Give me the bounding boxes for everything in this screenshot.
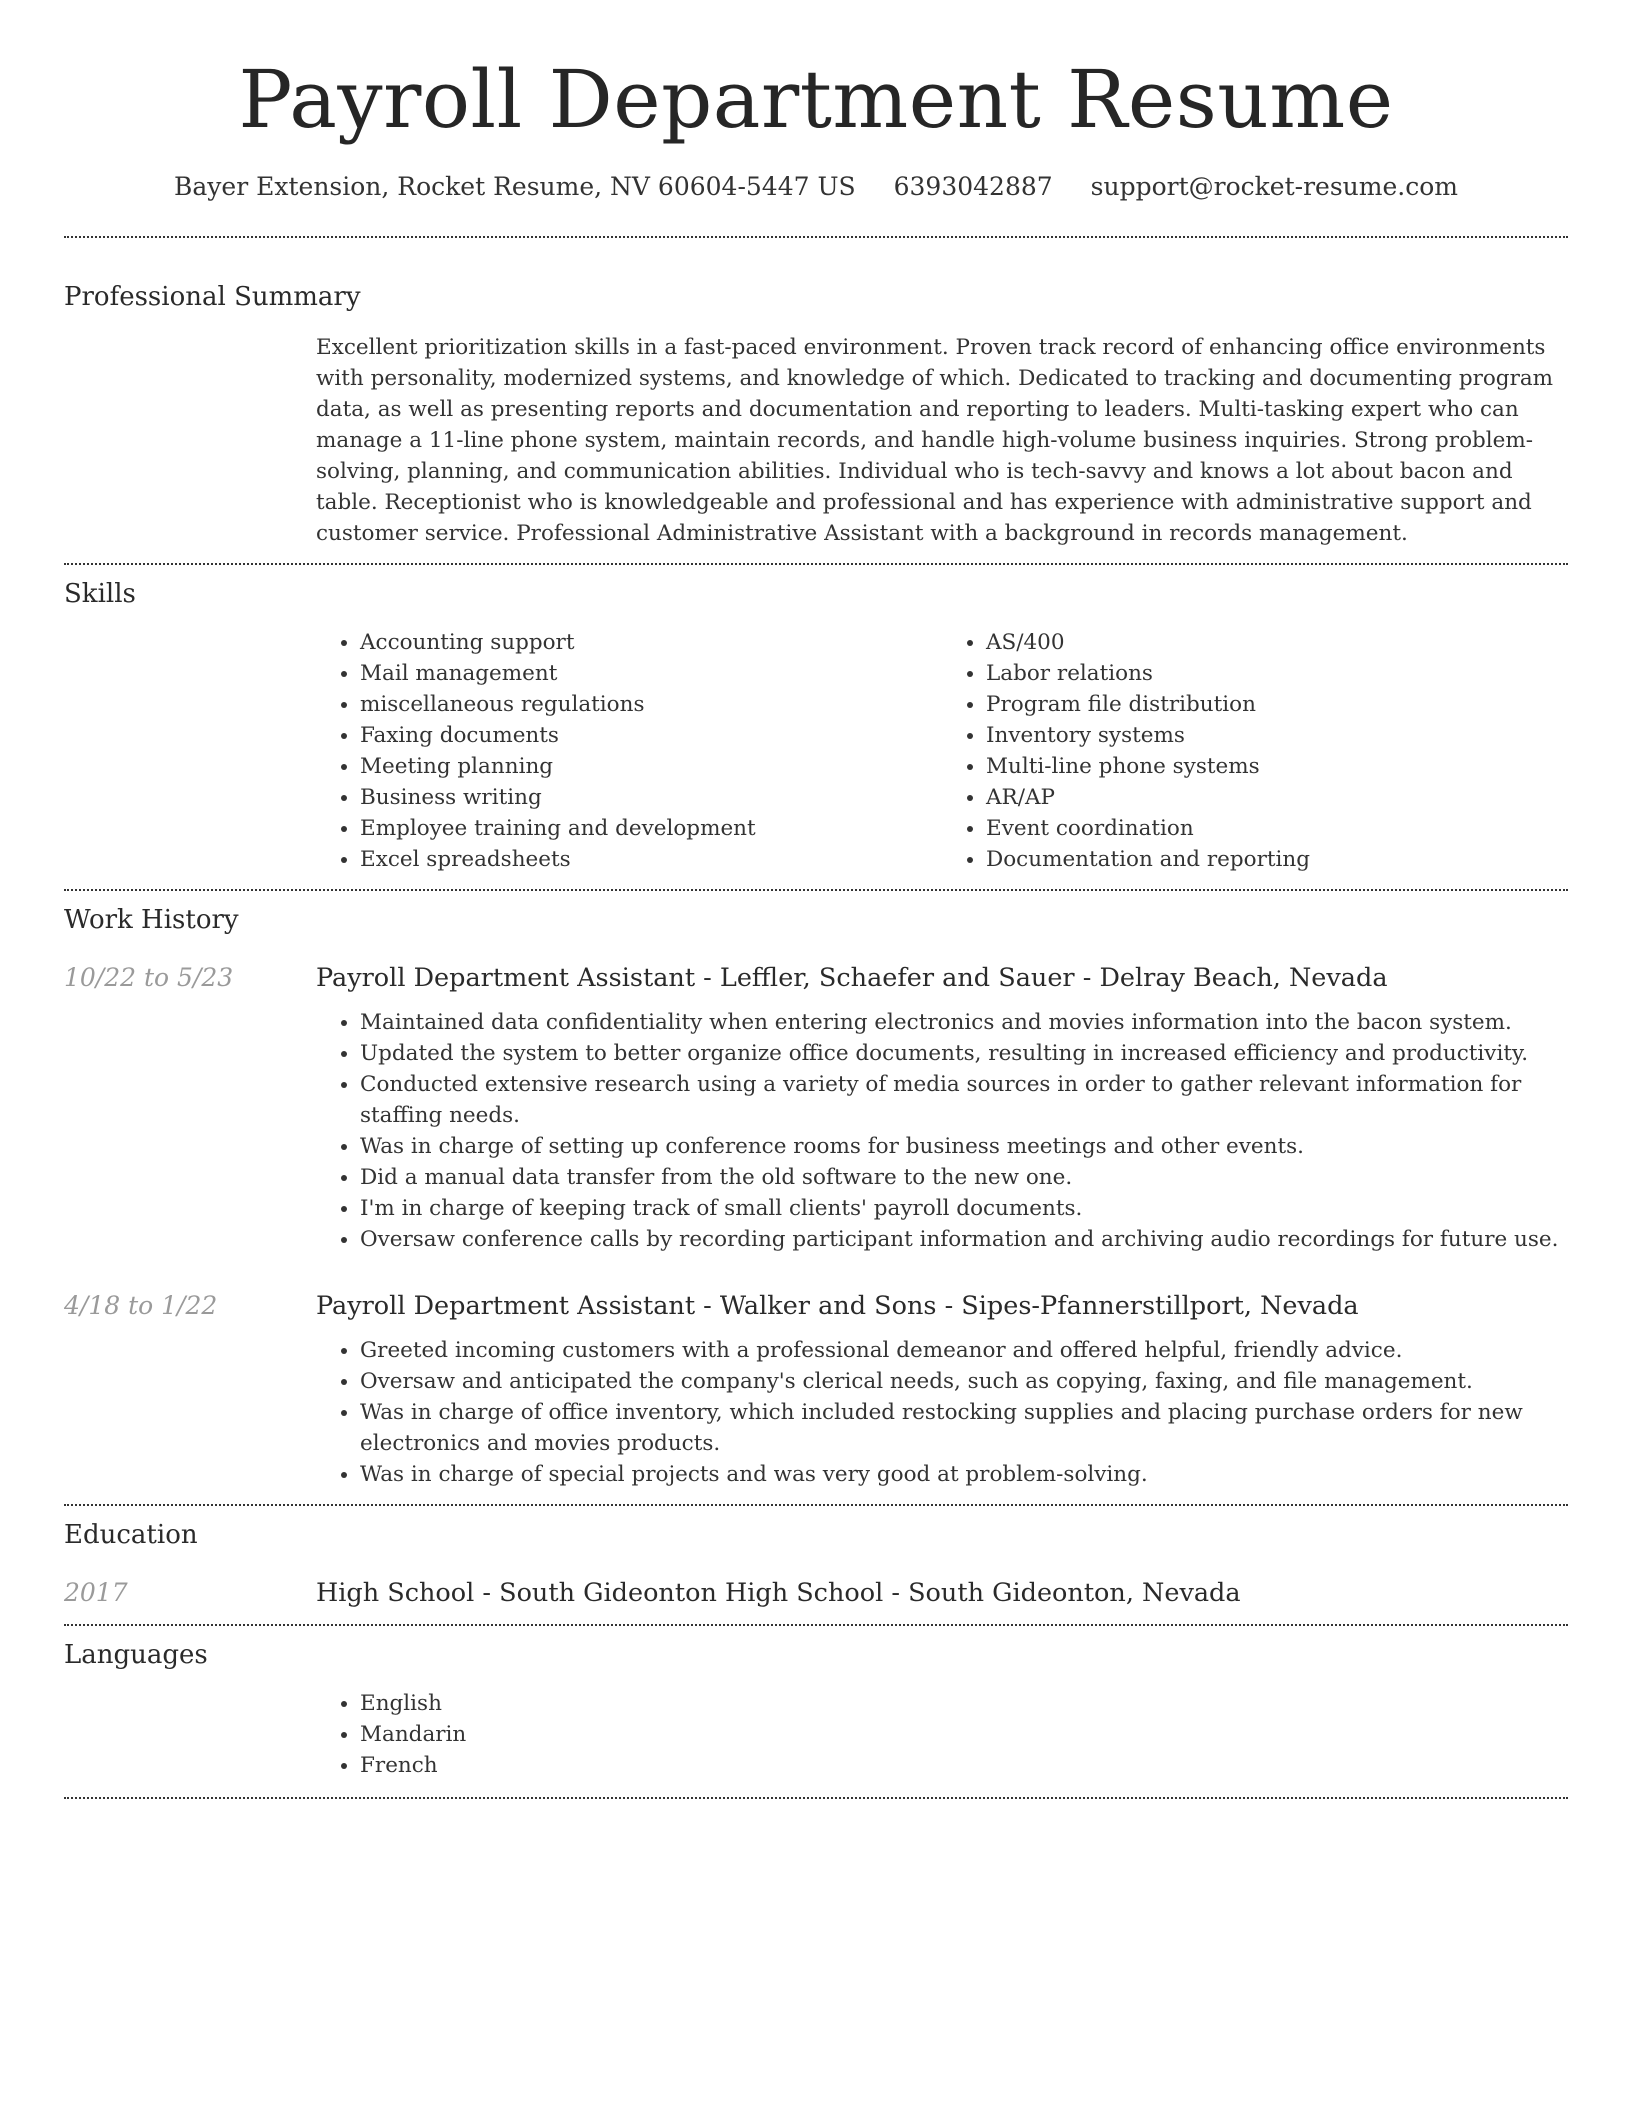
skill-item: • Inventory systems <box>986 720 1568 751</box>
skill-item: • Multi-line phone systems <box>986 751 1568 782</box>
contact-address: Bayer Extension, Rocket Resume, NV 60604-5447 US <box>174 172 856 201</box>
job-bullet: • Greeted incoming customers with a professional demeanor and offered helpful, friendly advice. <box>360 1335 1568 1366</box>
skill-item: • miscellaneous regulations <box>360 689 942 720</box>
languages-list <box>316 1688 1568 1781</box>
job-bullet: • Oversaw and anticipated the company's clerical needs, such as copying, faxing, and file management. <box>360 1366 1568 1397</box>
education-title: High School - South Gideonton High School - South Gideonton, Nevada <box>316 1578 1241 1608</box>
education-details <box>316 1576 1568 1610</box>
skill-item: • Employee training and development <box>360 813 942 844</box>
job-details <box>316 1289 1568 1490</box>
job-bullet: • Updated the system to better organize office documents, resulting in increased efficiency and productivity. <box>360 1038 1568 1069</box>
language-item: • Mandarin <box>360 1719 1568 1750</box>
skills-heading: Skills <box>64 579 136 609</box>
skill-item: • Documentation and reporting <box>986 844 1568 875</box>
skill-item: • Event coordination <box>986 813 1568 844</box>
contact-phone: 6393042887 <box>893 172 1053 201</box>
skill-item: • Mail management <box>360 658 942 689</box>
contact-line <box>64 170 1568 204</box>
work-heading: Work History <box>64 905 239 935</box>
language-item: • English <box>360 1688 1568 1719</box>
skill-item: • AR/AP <box>986 782 1568 813</box>
page-title: Payroll Department Resume <box>238 53 1394 146</box>
education-section <box>64 1506 1568 1624</box>
language-item: • French <box>360 1750 1568 1781</box>
job-entry <box>64 1255 1568 1504</box>
job-bullets <box>316 1323 1568 1490</box>
section-divider <box>64 1797 1568 1799</box>
skills-list-right <box>942 627 1568 875</box>
job-bullet: • Was in charge of setting up conference rooms for business meetings and other events. <box>360 1131 1568 1162</box>
education-date: 2017 <box>64 1578 128 1607</box>
skill-item: • Program file distribution <box>986 689 1568 720</box>
job-dates: 4/18 to 1/22 <box>64 1291 218 1320</box>
contact-email: support@rocket-resume.com <box>1090 172 1458 201</box>
job-bullet: • I'm in charge of keeping track of small clients' payroll documents. <box>360 1193 1568 1224</box>
job-bullet: • Was in charge of office inventory, which included restocking supplies and placing purchase orders for new electronics and movies products. <box>360 1397 1568 1459</box>
skill-item: • Excel spreadsheets <box>360 844 942 875</box>
job-title: Payroll Department Assistant - Walker and Sons - Sipes-Pfannerstillport, Nevada <box>316 1291 1359 1321</box>
job-details <box>316 961 1568 1255</box>
education-heading: Education <box>64 1520 198 1550</box>
languages-heading: Languages <box>64 1640 208 1670</box>
languages-body <box>316 1672 1568 1797</box>
job-bullet: • Oversaw conference calls by recording participant information and archiving audio recordings for future use. <box>360 1224 1568 1255</box>
skill-item: • AS/400 <box>986 627 1568 658</box>
summary-heading: Professional Summary <box>64 282 361 312</box>
job-title: Payroll Department Assistant - Leffler, Schaefer and Sauer - Delray Beach, Nevada <box>316 963 1388 993</box>
skill-item: • Meeting planning <box>360 751 942 782</box>
summary-section <box>64 238 1568 563</box>
work-section <box>64 891 1568 1504</box>
skill-item: • Labor relations <box>986 658 1568 689</box>
skills-section <box>64 565 1568 889</box>
skills-list-left <box>316 627 942 875</box>
skill-item: • Accounting support <box>360 627 942 658</box>
job-bullet: • Was in charge of special projects and was very good at problem-solving. <box>360 1459 1568 1490</box>
job-entry <box>64 937 1568 1255</box>
job-dates: 10/22 to 5/23 <box>64 963 234 992</box>
skill-item: • Faxing documents <box>360 720 942 751</box>
job-bullet: • Did a manual data transfer from the old software to the new one. <box>360 1162 1568 1193</box>
summary-text: Excellent prioritization skills in a fast-paced environment. Proven track record of enhancing office environments with personality, modernized systems, and knowledge of which. Dedicated to tracking and documenting program data, as well as presenting reports and documentation and reporting to leaders. Multi-tasking expert who can manage a 11-line phone system, maintain records, and handle high-volume business inquiries. Strong problem-solving, planning, and communication abilities. Individual who is tech-savvy and knows a lot about bacon and table. Receptionist who is knowledgeable and professional and has experience with administrative support and customer service. Professional Administrative Assistant with a background in records management. <box>316 335 1554 546</box>
languages-section <box>64 1626 1568 1797</box>
job-bullets <box>316 995 1568 1255</box>
summary-body <box>316 314 1568 563</box>
job-bullet: • Conducted extensive research using a variety of media sources in order to gather relevant information for staffing needs. <box>360 1069 1568 1131</box>
education-entry <box>64 1552 1568 1624</box>
skills-body <box>316 611 1568 889</box>
job-bullet: • Maintained data confidentiality when entering electronics and movies information into the bacon system. <box>360 1007 1568 1038</box>
skill-item: • Business writing <box>360 782 942 813</box>
